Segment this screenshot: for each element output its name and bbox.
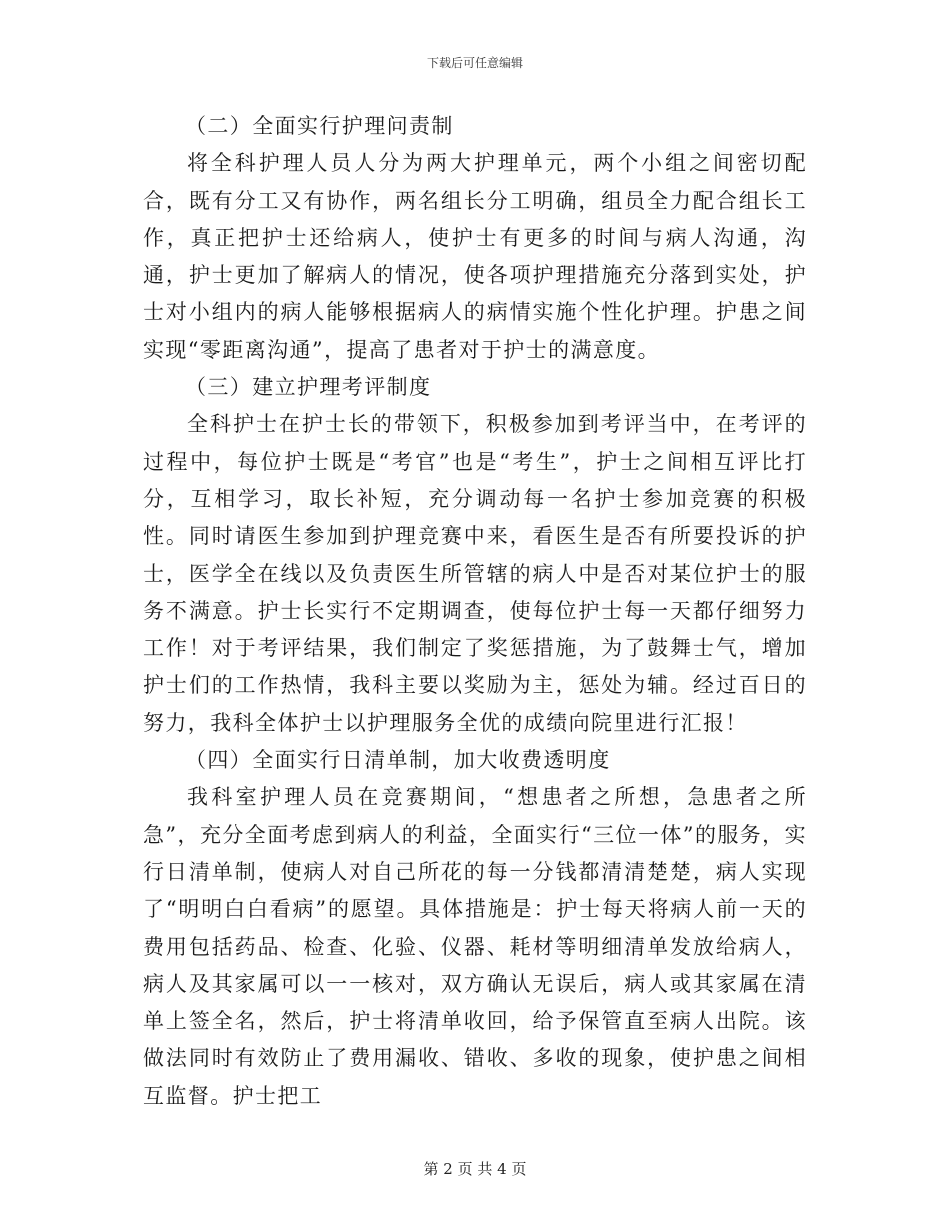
section-heading-4: （四）全面实行日清单制，加大收费透明度 [185,748,611,773]
section-paragraph-4: 我科室护理人员在竞赛期间，“想患者之所想，急患者之所急”，充分全面考虑到病人的利益，全面实行“三位一体”的服务，实行日清单制，使病人对自己所花的每一分钱都清清楚楚，病人实现了“明明白白看病”的愿望。具体措施是：护士每天将病人前一天的费用包括药品、检查、化验、仪器、耗材等明细清单发放给病人，病人及其家属可以一一核对，双方确认无误后，病人或其家属在清单上签全名，然后，护士将清单收回，给予保管直至病人出院。该做法同时有效防止了费用漏收、错收、多收的现象，使护患之间相互监督。护士把工 [143,785,807,1108]
section-paragraph-2: 将全科护理人员人分为两大护理单元，两个小组之间密切配合，既有分工又有协作，两名组长分工明确，组员全力配合组长工作，真正把护士还给病人，使护士有更多的时间与病人沟通，沟通，护士更加了解病人的情况，使各项护理措施充分落到实处，护士对小组内的病人能够根据病人的病情实施个性化护理。护患之间实现“零距离沟通”，提高了患者对于护士的满意度。 [143,151,807,362]
page-number-footer: 第 2 页 共 4 页 [423,1160,527,1178]
page-header-note: 下载后可任意编辑 [426,56,523,70]
section-paragraph-3: 全科护士在护士长的带领下，积极参加到考评当中，在考评的过程中，每位护士既是“考官”也是“考生”，护士之间相互评比打分，互相学习，取长补短，充分调动每一名护士参加竞赛的积极性。同时请医生参加到护理竞赛中来，看医生是否有所要投诉的护士，医学全在线以及负责医生所管辖的病人中是否对某位护士的服务不满意。护士长实行不定期调查，使每位护士每一天都仔细努力工作！对于考评结果，我们制定了奖惩措施，为了鼓舞士气，增加护士们的工作热情，我科主要以奖励为主，惩处为辅。经过百日的努力，我科全体护士以护理服务全优的成绩向院里进行汇报！ [143,412,807,735]
document-body [143,108,807,1115]
section-heading-2: （二）全面实行护理问责制 [185,114,454,138]
section-heading-3: （三）建立护理考评制度 [185,375,432,400]
